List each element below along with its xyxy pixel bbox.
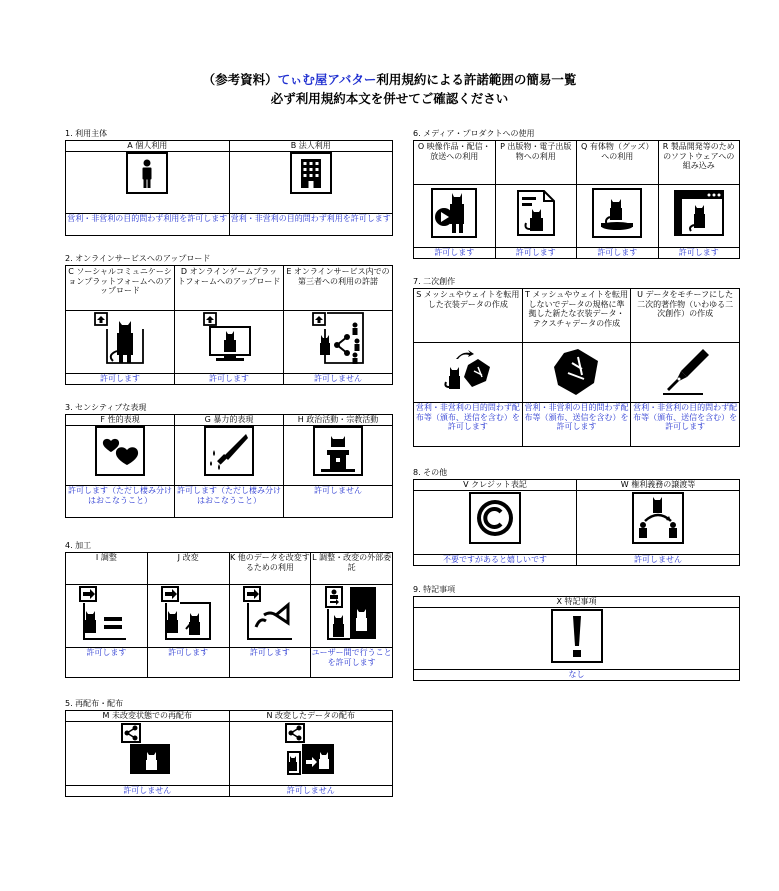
answer-i: 許可します xyxy=(66,648,148,678)
col-head-i: I 調整 xyxy=(66,553,148,585)
col-head-k: K 他のデータを改変するための利用 xyxy=(229,553,311,585)
modify-icon xyxy=(147,585,229,648)
col-head-u: U データをモチーフにした二次的著作物（いわゆる二次創作）の作成 xyxy=(631,289,740,343)
section-media-product: 6. メディア・プロダクトへの使用 O 映像作品・配信・放送への利用 P 出版物・電子出版物への利用 Q 有体物（グッズ）への利用 R 製品開発等のためのソフトウェアへの組み込み 許可します 許可します 許可します 許可します xyxy=(413,128,740,259)
answer-c: 許可します xyxy=(66,374,175,385)
answer-m: 許可しません xyxy=(66,786,230,797)
knife-icon xyxy=(175,426,284,486)
answer-k: 許可します xyxy=(229,648,311,678)
redistribute-icon xyxy=(66,722,230,786)
section-other: 8. その他 V クレジット表記 W 権利義務の譲渡等 不要ですがあると嬉しいです 許可しません xyxy=(413,467,740,566)
answer-o: 許可します xyxy=(414,248,496,259)
col-head-h: H 政治活動・宗教活動 xyxy=(284,415,393,426)
col-head-a: A 個人利用 xyxy=(66,141,230,152)
answer-q: 許可します xyxy=(577,248,659,259)
upload-game-icon xyxy=(175,311,284,374)
answer-f: 許可します（ただし棲み分けはおこなうこと） xyxy=(66,486,175,518)
person-icon xyxy=(66,152,230,214)
distribute-modified-icon xyxy=(229,722,393,786)
share-third-party-icon xyxy=(284,311,393,374)
new-outfit-icon xyxy=(522,343,631,403)
answer-d: 許可します xyxy=(175,374,284,385)
answer-g: 許可します（ただし棲み分けはおこなうこと） xyxy=(175,486,284,518)
exclamation-icon xyxy=(414,608,740,670)
col-head-m: M 未改変状態での再配布 xyxy=(66,711,230,722)
col-head-w: W 権利義務の譲渡等 xyxy=(577,480,740,491)
outsource-icon xyxy=(311,585,393,648)
answer-a: 営利・非営利の目的問わず利用を許可します xyxy=(66,214,230,236)
section-processing: 4. 加工 I 調整 J 改変 K 他のデータを改変するための利用 L 調整・改変の外部委託 許可します 許可します 許可します ユーザー間で行うことを許可します xyxy=(65,540,393,678)
pen-icon xyxy=(631,343,740,403)
section-sensitive: 3. センシティブな表現 F 性的表現 G 暴力的表現 H 政治活動・宗教活動 許可します（ただし棲み分けはおこなうこと） 許可します（ただし棲み分けはおこなうこと） 許可しません xyxy=(65,402,393,518)
col-head-f: F 性的表現 xyxy=(66,415,175,426)
section-usage-subject: 1. 利用主体 A 個人利用 B 法人利用 営利・非営利の目的問わず利用を許可します 営利・非営利の目的問わず利用を許可します xyxy=(65,128,393,236)
answer-u: 営利・非営利の目的問わず配布等（頒布、送信を含む）を許可します xyxy=(631,403,740,447)
transfer-rights-icon xyxy=(577,491,740,555)
section-special-notes: 9. 特記事項 X 特記事項 なし xyxy=(413,584,740,681)
hearts-icon xyxy=(66,426,175,486)
answer-b: 営利・非営利の目的問わず利用を許可します xyxy=(229,214,393,236)
answer-s: 営利・非営利の目的問わず配布等（頒布、送信を含む）を許可します xyxy=(414,403,523,447)
copyright-icon xyxy=(414,491,577,555)
answer-h: 許可しません xyxy=(284,486,393,518)
use-for-other-icon xyxy=(229,585,311,648)
podium-icon xyxy=(284,426,393,486)
col-head-s: S メッシュやウェイトを転用した衣装データの作成 xyxy=(414,289,523,343)
section-online-upload: 2. オンラインサービスへのアップロード C ソーシャルコミュニケーションプラットフォームへのアップロード D オンラインゲームプラットフォームへのアップロード E オンラインサービス内での第三者への利用の許諾 許可します 許可します 許可しません xyxy=(65,253,393,385)
col-head-x: X 特記事項 xyxy=(414,597,740,608)
col-head-n: N 改変したデータの配布 xyxy=(229,711,393,722)
section-redistribution: 5. 再配布・配布 M 未改変状態での再配布 N 改変したデータの配布 許可しません 許可しません xyxy=(65,698,393,797)
answer-r: 許可します xyxy=(658,248,740,259)
answer-e: 許可しません xyxy=(284,374,393,385)
col-head-j: J 改変 xyxy=(147,553,229,585)
brand-name: てぃむ屋アバター xyxy=(277,72,377,87)
adjust-icon xyxy=(66,585,148,648)
col-head-q: Q 有体物（グッズ）への利用 xyxy=(577,141,659,185)
software-icon xyxy=(658,185,740,248)
col-head-c: C ソーシャルコミュニケーションプラットフォームへのアップロード xyxy=(66,266,175,311)
answer-j: 許可します xyxy=(147,648,229,678)
col-head-r: R 製品開発等のためのソフトウェアへの組み込み xyxy=(658,141,740,185)
answer-v: 不要ですがあると嬉しいです xyxy=(414,555,577,566)
section-derivative: 7. 二次創作 S メッシュやウェイトを転用した衣装データの作成 T メッシュやウェイトを転用しないでデータの規格に準拠した新たな衣装データ・テクスチャデータの作成 U データをモチーフにした二次的著作物（いわゆる二次創作）の作成 営利・非営利の目的問わず配布等（頒布、送信を含む）を許可します 営利・非営利の目的問わず配布等（頒布、送信を含む）を許可します 営利・非営利の目的問わず配布等（頒布、送信を含む）を許可します xyxy=(413,276,740,447)
col-head-t: T メッシュやウェイトを転用しないでデータの規格に準拠した新たな衣装データ・テクスチャデータの作成 xyxy=(522,289,631,343)
goods-icon xyxy=(577,185,659,248)
video-icon xyxy=(414,185,496,248)
col-head-v: V クレジット表記 xyxy=(414,480,577,491)
col-head-p: P 出版物・電子出版物への利用 xyxy=(495,141,577,185)
col-head-e: E オンラインサービス内での第三者への利用の許諾 xyxy=(284,266,393,311)
page-subtitle: 必ず利用規約本文を併せてご確認ください xyxy=(270,91,509,106)
building-icon xyxy=(229,152,393,214)
col-head-d: D オンラインゲームプラットフォームへのアップロード xyxy=(175,266,284,311)
col-head-g: G 暴力的表現 xyxy=(175,415,284,426)
answer-w: 許可しません xyxy=(577,555,740,566)
page-title: （参考資料）てぃむ屋アバター利用規約による許諾範囲の簡易一覧 必ず利用規約本文を併せてご確認ください xyxy=(0,70,779,108)
answer-p: 許可します xyxy=(495,248,577,259)
answer-x: なし xyxy=(414,670,740,681)
outfit-transfer-icon xyxy=(414,343,523,403)
answer-n: 許可しません xyxy=(229,786,393,797)
answer-l: ユーザー間で行うことを許可します xyxy=(311,648,393,678)
col-head-l: L 調整・改変の外部委託 xyxy=(311,553,393,585)
answer-t: 営利・非営利の目的問わず配布等（頒布、送信を含む）を許可します xyxy=(522,403,631,447)
col-head-o: O 映像作品・配信・放送への利用 xyxy=(414,141,496,185)
upload-avatar-icon xyxy=(66,311,175,374)
col-head-b: B 法人利用 xyxy=(229,141,393,152)
publication-icon xyxy=(495,185,577,248)
